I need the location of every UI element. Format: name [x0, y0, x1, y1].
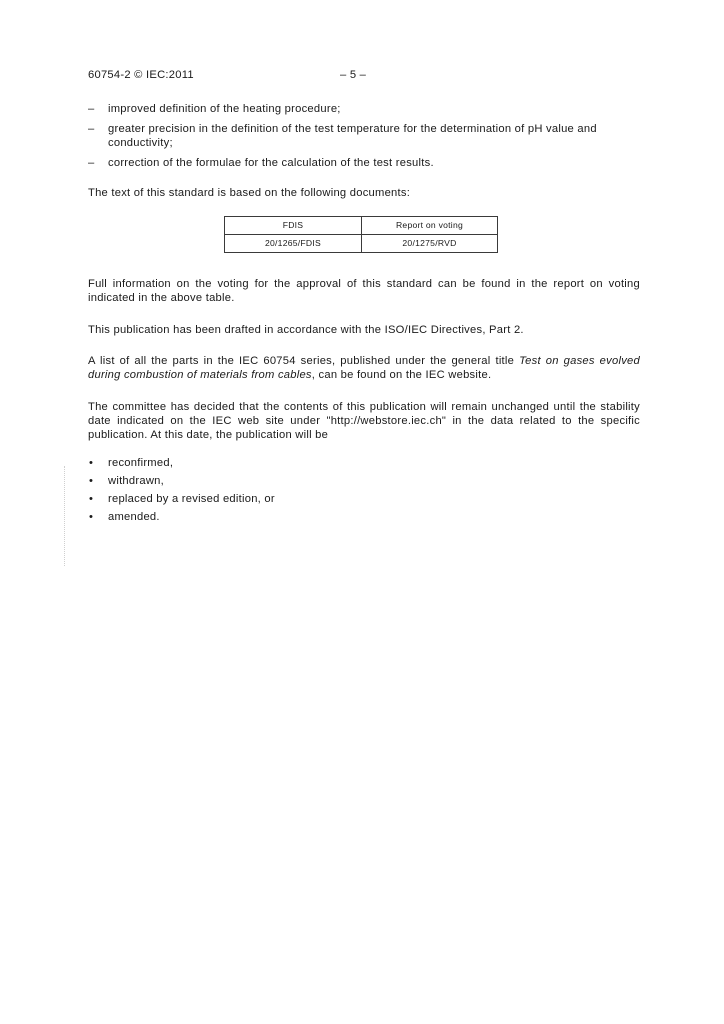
- table-cell: 20/1275/RVD: [362, 235, 498, 253]
- page-number: – 5 –: [340, 69, 367, 81]
- dash-marker: –: [88, 123, 95, 135]
- list-item: [88, 456, 640, 474]
- bullet-marker: •: [89, 511, 94, 523]
- changes-list: [88, 102, 640, 176]
- dash-marker: –: [88, 157, 95, 169]
- drafting-info-paragraph: This publication has been drafted in accordance with the ISO/IEC Directives, Part 2.: [88, 324, 524, 336]
- documents-table: [224, 216, 498, 253]
- list-item: [88, 156, 640, 170]
- series-general-title: Test on gases evolved during combustion of materials from cables: [88, 355, 640, 381]
- voting-info-paragraph: Full information on the voting for the approval of this standard can be found in the report on voting indicated in the above table.: [88, 278, 640, 304]
- margin-dotted-rule: [64, 466, 65, 566]
- page-header: [88, 68, 648, 82]
- list-item: [88, 492, 640, 510]
- bullet-marker: •: [89, 475, 94, 487]
- committee-paragraph: The committee has decided that the contents of this publication will remain unchanged until the stability date indicated on the IEC web site under "http://webstore.iec.ch" in the data related to the specific publication. At this date, the publication will be: [88, 401, 640, 441]
- list-item: [88, 474, 640, 492]
- table-cell: 20/1265/FDIS: [225, 235, 362, 253]
- table-header-cell: Report on voting: [362, 217, 498, 235]
- outcome-text: reconfirmed,: [108, 457, 174, 469]
- series-text-after: , can be found on the IEC website.: [311, 369, 492, 381]
- list-item: [88, 510, 640, 528]
- table-row: [225, 235, 498, 253]
- outcomes-list: [88, 456, 640, 528]
- table-header-cell: FDIS: [225, 217, 362, 235]
- outcome-text: replaced by a revised edition, or: [108, 493, 275, 505]
- series-text-before: A list of all the parts in the IEC 60754 series, published under the general title: [88, 355, 520, 367]
- change-text: correction of the formulae for the calculation of the test results.: [108, 157, 434, 169]
- change-text: greater precision in the definition of the test temperature for the determination of pH value and conductivity;: [108, 123, 597, 149]
- documents-intro: The text of this standard is based on the following documents:: [88, 187, 411, 199]
- series-info-paragraph: [88, 354, 640, 382]
- outcome-text: amended.: [108, 511, 160, 523]
- list-item: [88, 102, 640, 116]
- change-text: improved definition of the heating procedure;: [108, 103, 341, 115]
- outcome-text: withdrawn,: [108, 475, 164, 487]
- table-header-row: [225, 217, 498, 235]
- dash-marker: –: [88, 103, 95, 115]
- bullet-marker: •: [89, 493, 94, 505]
- standard-reference: 60754-2 © IEC:2011: [88, 69, 194, 81]
- bullet-marker: •: [89, 457, 94, 469]
- list-item: [88, 122, 640, 150]
